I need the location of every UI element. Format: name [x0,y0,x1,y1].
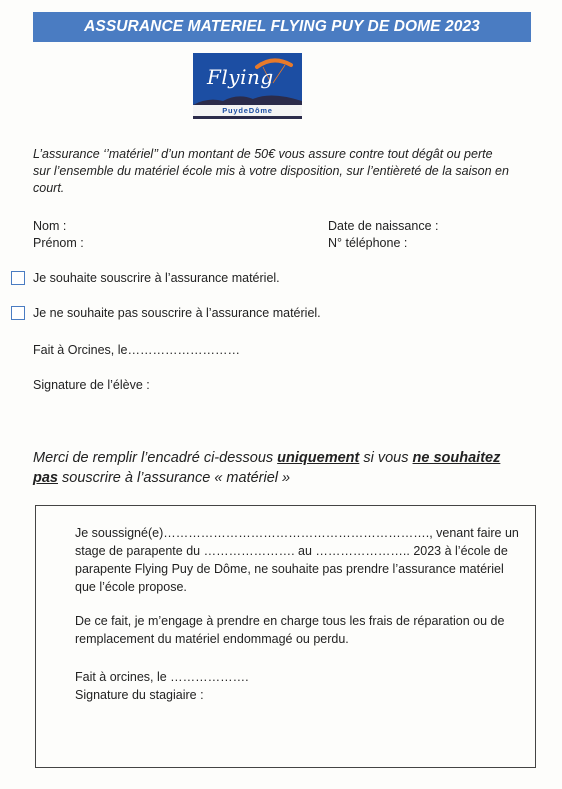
telephone-label: N° téléphone : [328,236,408,250]
logo-word: Flying [207,65,274,89]
merci-part2: si vous [359,450,413,466]
prenom-label: Prénom : [33,236,84,250]
merci-emph-ne-souhaitez-pas: ne souhaitez pas [33,450,501,486]
signature-eleve-line: Signature de l’élève : [33,378,150,392]
page-title-text: ASSURANCE MATERIEL FLYING PUY DE DOME 2023 [84,18,480,35]
option-souscrire-label: Je souhaite souscrire à l’assurance matériel. [33,271,280,285]
checkbox-souscrire[interactable] [11,271,25,285]
fait-a-line: Fait à Orcines, le……………………… [33,343,240,357]
merci-emph-uniquement: uniquement [277,450,360,466]
option-souscrire[interactable] [11,271,280,285]
checkbox-ne-pas-souscrire[interactable] [11,306,25,320]
declaration-signature: Signature du stagiaire : [75,688,204,702]
declaration-box [35,505,536,768]
merci-instruction [33,448,513,488]
option-ne-pas-souscrire[interactable] [11,306,321,320]
date-naissance-label: Date de naissance : [328,219,439,233]
declaration-para1: Je soussigné(e)………………………………………………………., venant faire un stage de parapente du …………………. au ………………….. 2023 à l’école de parapente Flying Puy de Dôme, ne souhaite pas prendre l’assurance matériel que l’école propose. [75,526,519,594]
logo-subtitle: PuydeDôme [193,105,302,116]
merci-part1: Merci de remplir l’encadré ci-dessous [33,450,278,466]
option-ne-pas-souscrire-label: Je ne souhaite pas souscrire à l’assurance matériel. [33,306,321,320]
declaration-para2: De ce fait, je m’engage à prendre en charge tous les frais de réparation ou de remplacement du matériel endommagé ou perdu. [75,614,505,646]
declaration-fait: Fait à orcines, le ………………. [75,670,249,684]
nom-label: Nom : [33,219,67,233]
flying-logo [193,53,302,119]
page-title [33,12,531,42]
merci-part3: souscrire à l’assurance « matériel » [58,470,291,486]
intro-text: L’assurance ‘’matériel’’ d’un montant de 50€ vous assure contre tout dégât ou perte sur l’ensemble du matériel école mis à votre disposition, sur l’entièreté de la saison en court. [33,147,509,195]
